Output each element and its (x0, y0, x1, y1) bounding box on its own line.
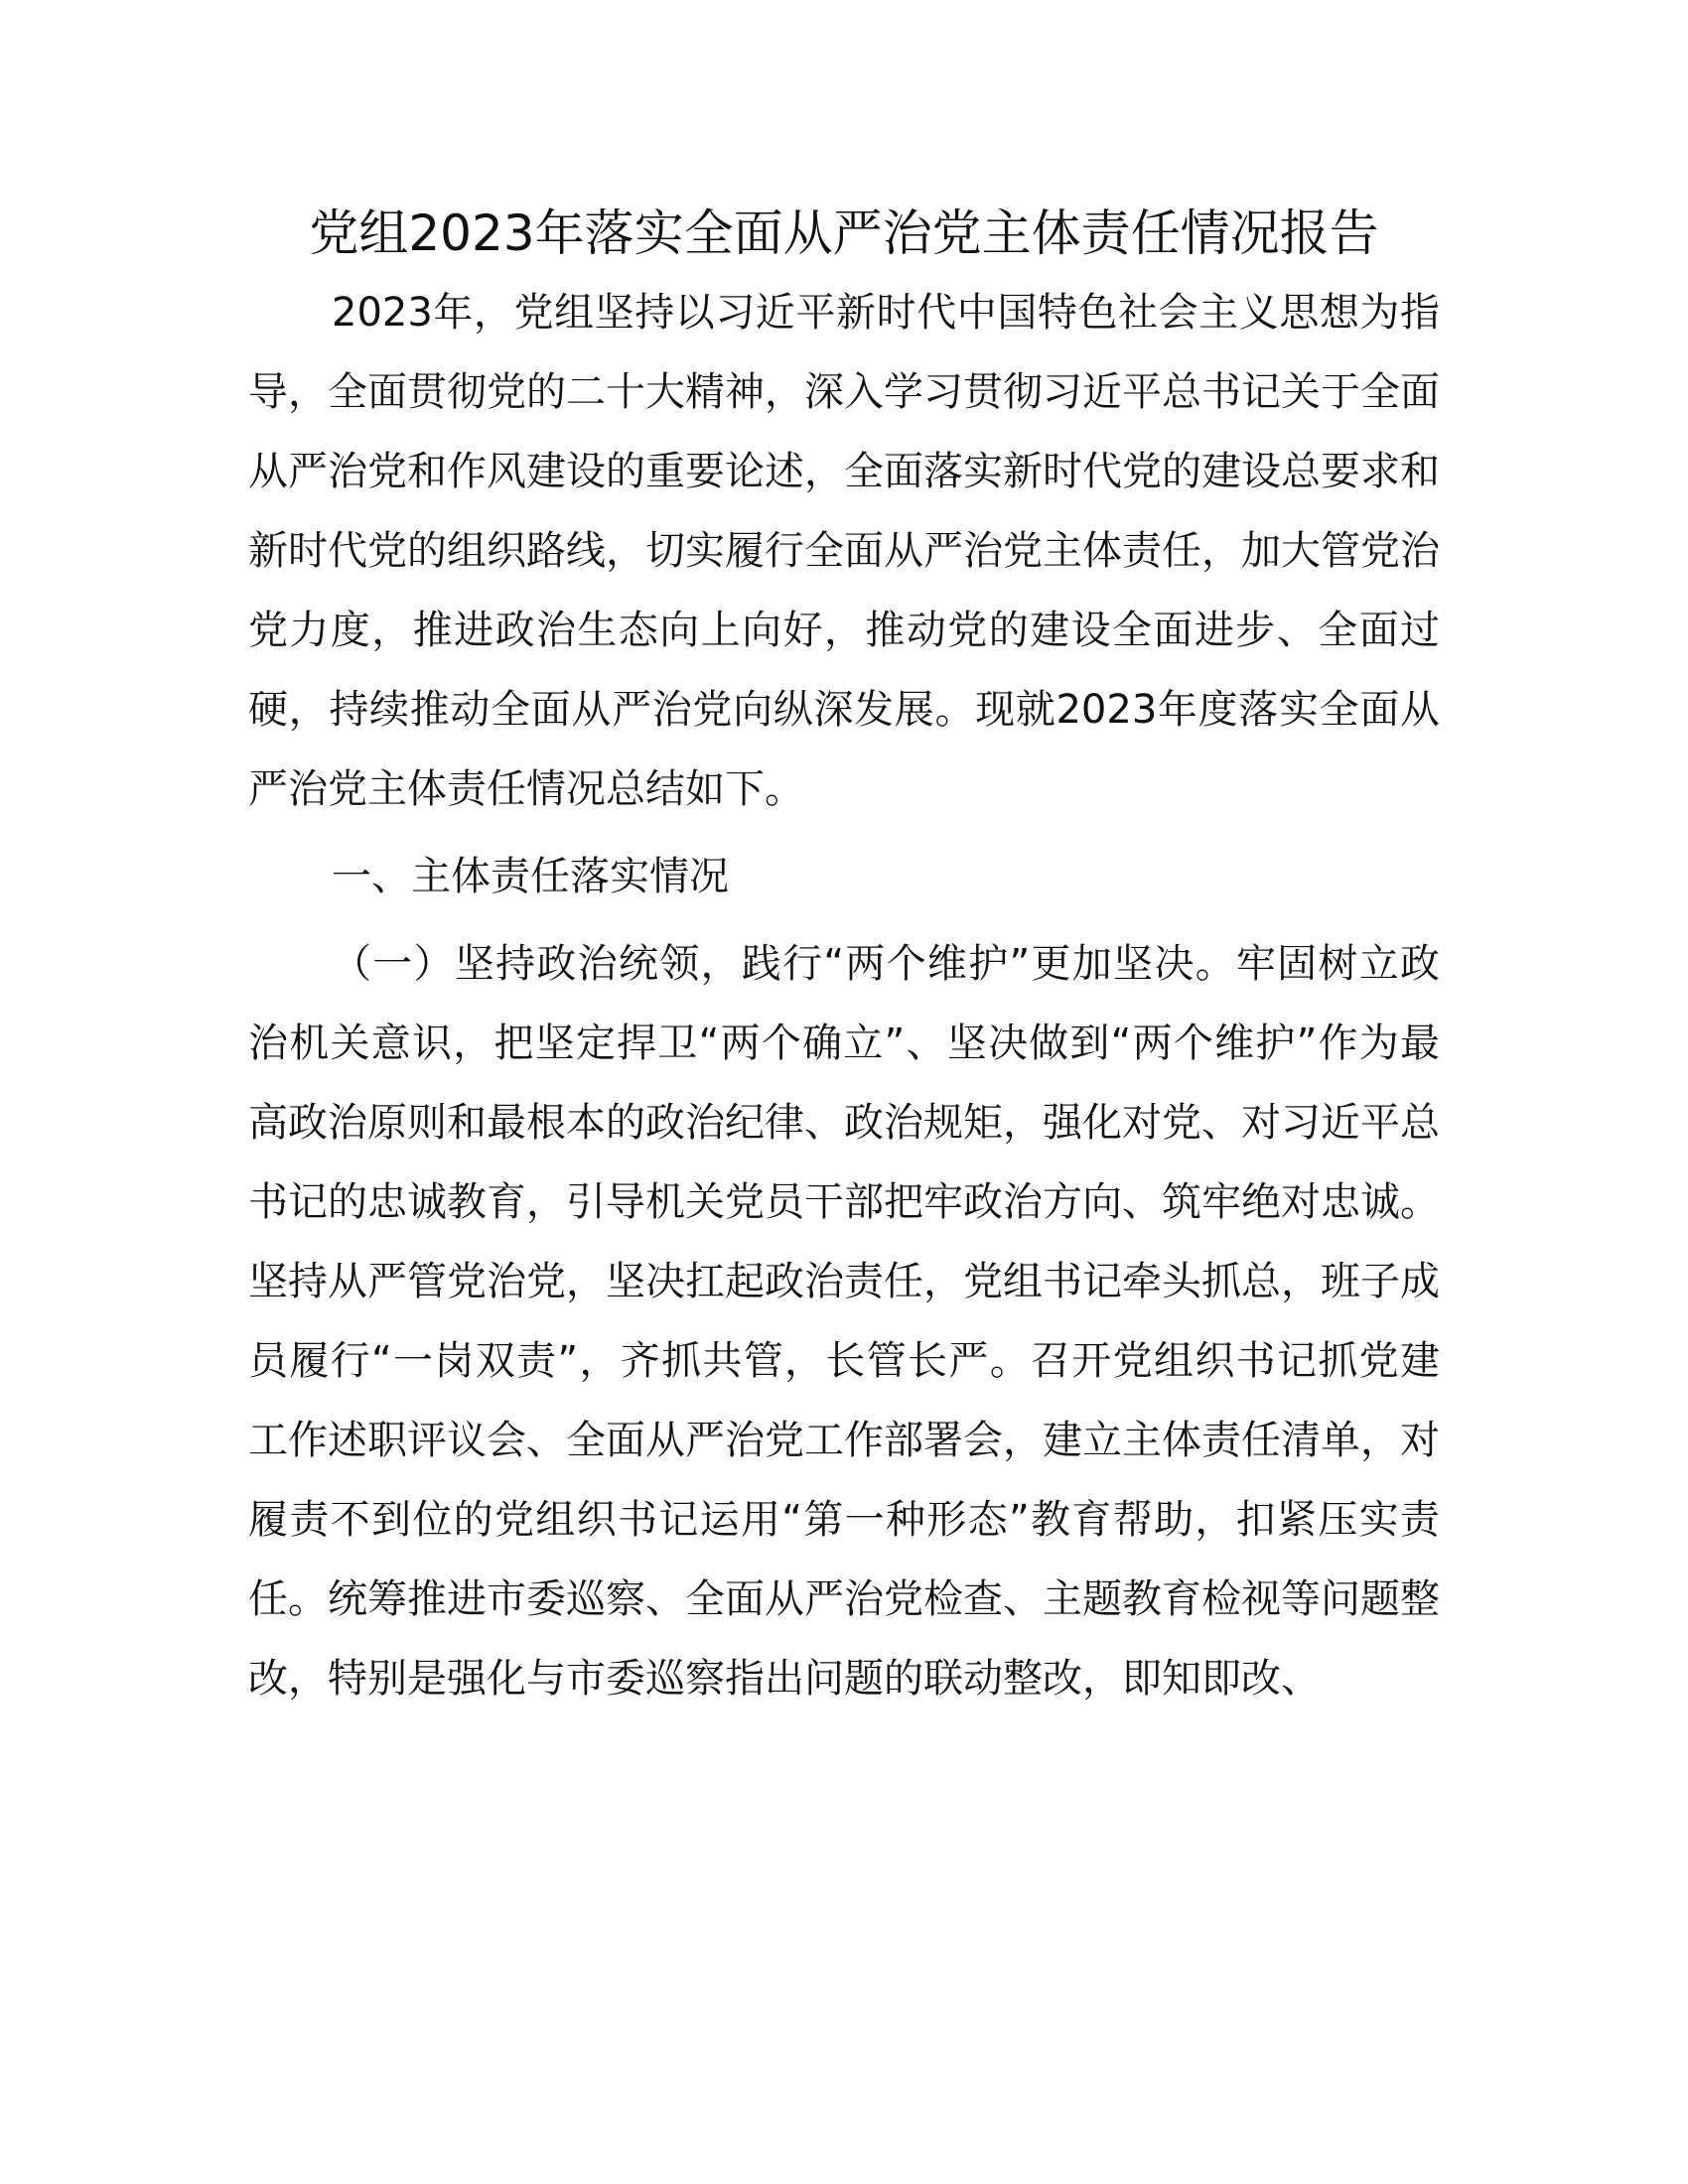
intro-paragraph: 2023年，党组坚持以习近平新时代中国特色社会主义思想为指导，全面贯彻党的二十大精神，深入学习贯彻习近平总书记关于全面从严治党和作风建设的重要论述，全面落实新时代党的建设总要求和新时代党的组织路线，切实履行全面从严治党主体责任，加大管党治党力度，推进政治生态向上向好，推动党的建设全面进步、全面过硬，持续推动全面从严治党向纵深发展。现就2023年度落实全面从严治党主体责任情况总结如下。 (248, 290, 1440, 812)
section-paragraph: （一）坚持政治统领，践行“两个维护”更加坚决。牢固树立政治机关意识，把坚定捍卫“两个确立”、坚决做到“两个维护”作为最高政治原则和最根本的政治纪律、政治规矩，强化对党、对习近平总书记的忠诚教育，引导机关党员干部把牢政治方向、筑牢绝对忠诚。坚持从严管党治党，坚决扛起政治责任，党组书记牵头抓总，班子成员履行“一岗双责”，齐抓共管，长管长严。召开党组织书记抓党建工作述职评议会、全面从严治党工作部署会，建立主体责任清单，对履责不到位的党组织书记运用“第一种形态”教育帮助，扣紧压实责任。统筹推进市委巡察、全面从严治党检查、主题教育检视等问题整改，特别是强化与市委巡察指出问题的联动整改，即知即改、 (248, 941, 1440, 1702)
document-title: 党组2023年落实全面从严治党主体责任情况报告 (309, 205, 1379, 262)
document-page (248, 194, 1440, 1718)
section-heading: 一、主体责任落实情况 (332, 854, 729, 899)
